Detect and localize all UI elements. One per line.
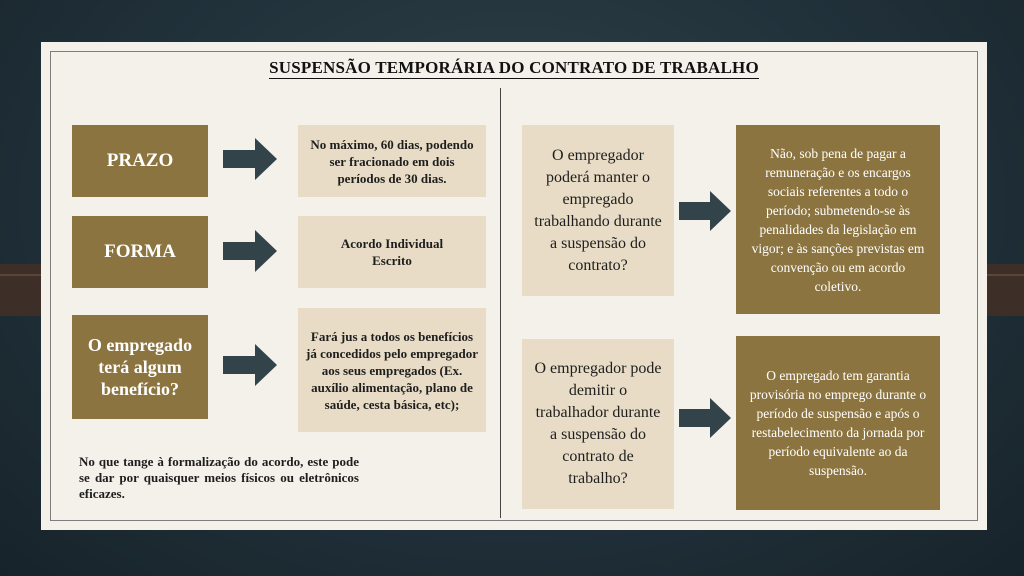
question-2-box: O empregador pode demitir o trabalhador durante a suspensão do contrato de trabalho? xyxy=(522,339,674,509)
beneficio-description-box: Fará jus a todos os benefícios já concedidos pelo empregador aos seus empregados (Ex. auxílio alimentação, plano de saúde, cesta básica, etc); xyxy=(298,308,486,432)
right-arrow-icon xyxy=(679,398,731,438)
prazo-description-box: No máximo, 60 dias, podendo ser fracionado em dois períodos de 30 dias. xyxy=(298,125,486,197)
right-arrow-icon xyxy=(223,344,277,386)
slide-paper xyxy=(41,42,987,530)
slide-title xyxy=(41,58,987,78)
right-arrow-icon xyxy=(223,138,277,180)
forma-label-box: FORMA xyxy=(72,216,208,288)
forma-description-box xyxy=(298,216,486,288)
center-divider xyxy=(500,88,501,518)
slide-title-text: SUSPENSÃO TEMPORÁRIA DO CONTRATO DE TRABALHO xyxy=(269,58,759,77)
formalization-note: No que tange à formalização do acordo, este pode se dar por quaisquer meios físicos ou eletrônicos eficazes. xyxy=(79,454,359,501)
answer-2-box: O empregado tem garantia provisória no emprego durante o período de suspensão e após o restabelecimento da jornada por período equivalente ao da suspensão. xyxy=(736,336,940,510)
right-arrow-icon xyxy=(679,191,731,231)
answer-1-box: Não, sob pena de pagar a remuneração e os encargos sociais referentes a todo o período; submetendo-se às penalidades da legislação em vigor; e às sanções previstas em convenção ou em acordo coletivo. xyxy=(736,125,940,314)
beneficio-label-text: O empregado terá algum benefício? xyxy=(87,335,193,399)
question-1-box: O empregador poderá manter o empregado trabalhando durante a suspensão do contrato? xyxy=(522,125,674,296)
right-arrow-icon xyxy=(223,230,277,272)
forma-description-text: Acordo Individual Escrito xyxy=(340,236,444,268)
prazo-label-box: PRAZO xyxy=(72,125,208,197)
beneficio-label-box xyxy=(72,315,208,419)
